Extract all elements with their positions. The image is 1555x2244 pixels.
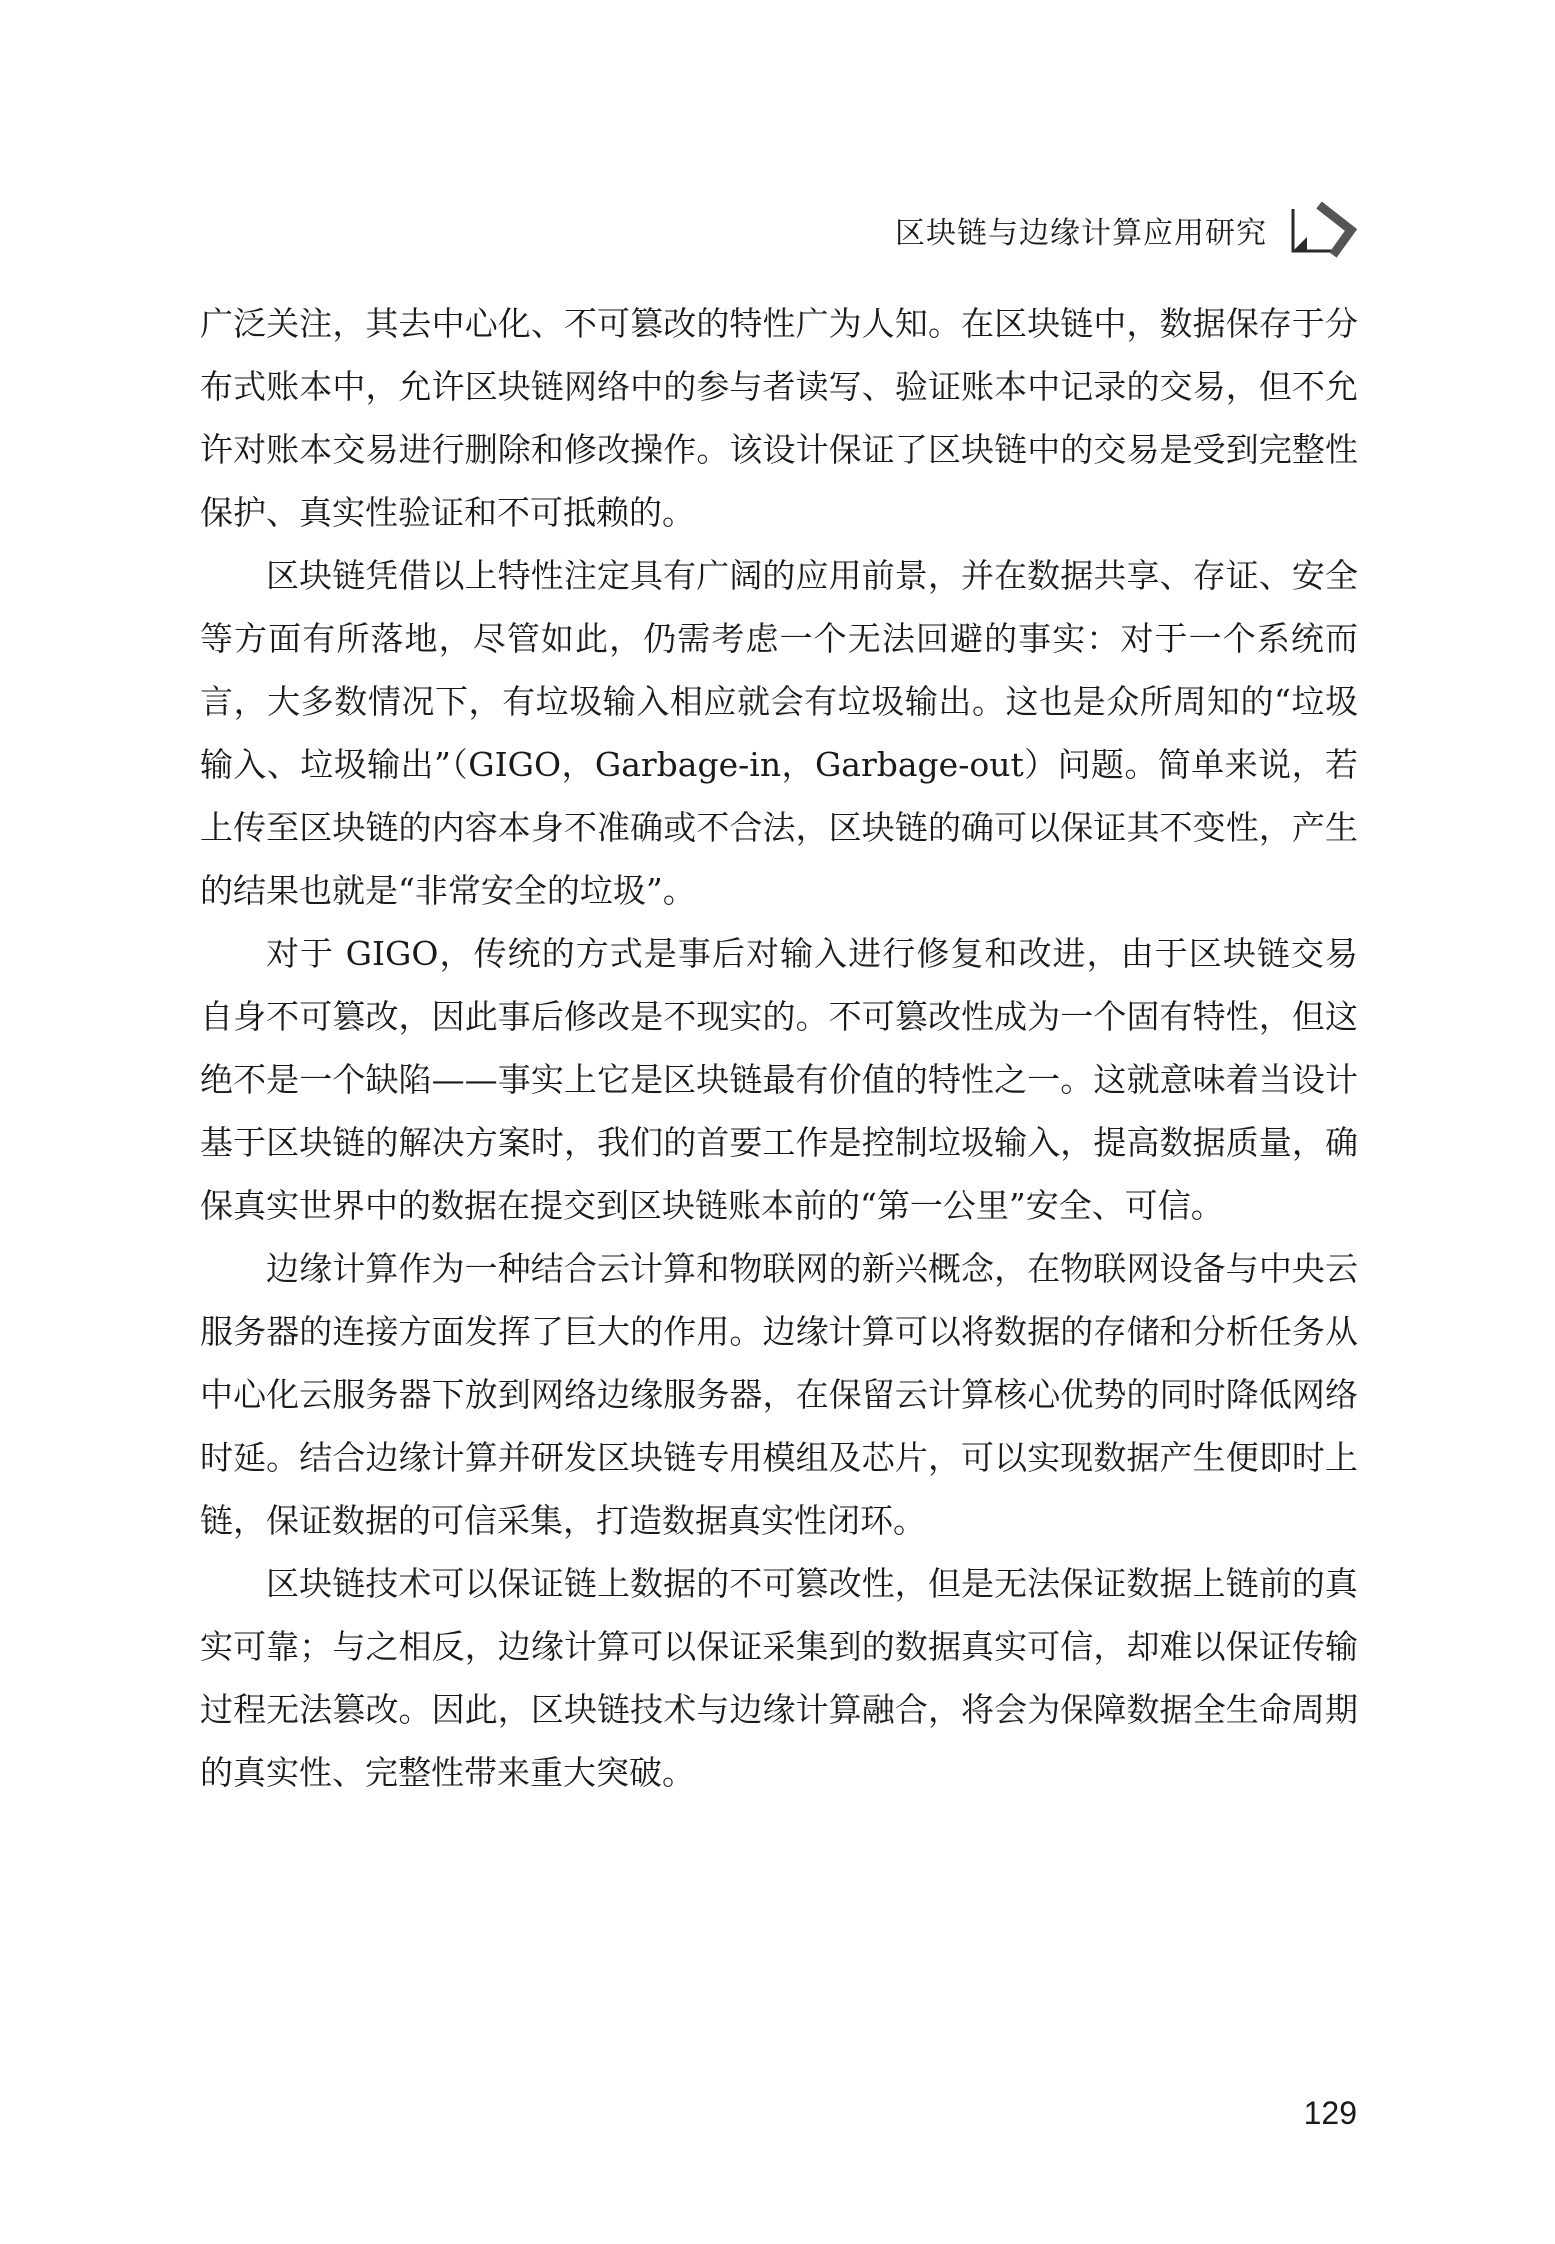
page-number: 129 (1303, 2095, 1357, 2131)
paragraph: 区块链凭借以上特性注定具有广阔的应用前景，并在数据共享、存证、安全等方面有所落地，尽管如此，仍需考虑一个无法回避的事实：对于一个系统而言，大多数情况下，有垃圾输入相应就会有垃圾输出。这也是众所周知的“垃圾输入、垃圾输出”（GIGO，Garbage-in，Garbage-out）问题。简单来说，若上传至区块链的内容本身不准确或不合法，区块链的确可以保证其不变性，产生的结果也就是“非常安全的垃圾”。 (200, 556, 1358, 910)
chapter-arrow-icon (1289, 201, 1357, 259)
paragraph: 广泛关注，其去中心化、不可篡改的特性广为人知。在区块链中，数据保存于分布式账本中，允许区块链网络中的参与者读写、验证账本中记录的交易，但不允许对账本交易进行删除和修改操作。该设计保证了区块链中的交易是受到完整性保护、真实性验证和不可抵赖的。 (200, 304, 1358, 532)
running-header (895, 200, 1357, 260)
running-title: 区块链与边缘计算应用研究 (895, 216, 1267, 251)
paragraph: 区块链技术可以保证链上数据的不可篡改性，但是无法保证数据上链前的真实可靠；与之相反，边缘计算可以保证采集到的数据真实可信，却难以保证传输过程无法篡改。因此，区块链技术与边缘计算融合，将会为保障数据全生命周期的真实性、完整性带来重大突破。 (200, 1564, 1358, 1792)
paragraph: 边缘计算作为一种结合云计算和物联网的新兴概念，在物联网设备与中央云服务器的连接方面发挥了巨大的作用。边缘计算可以将数据的存储和分析任务从中心化云服务器下放到网络边缘服务器，在保留云计算核心优势的同时降低网络时延。结合边缘计算并研发区块链专用模组及芯片，可以实现数据产生便即时上链，保证数据的可信采集，打造数据真实性闭环。 (200, 1249, 1358, 1540)
body-text (200, 292, 1358, 1804)
paragraph: 对于 GIGO，传统的方式是事后对输入进行修复和改进，由于区块链交易自身不可篡改，因此事后修改是不现实的。不可篡改性成为一个固有特性，但这绝不是一个缺陷——事实上它是区块链最有价值的特性之一。这就意味着当设计基于区块链的解决方案时，我们的首要工作是控制垃圾输入，提高数据质量，确保真实世界中的数据在提交到区块链账本前的“第一公里”安全、可信。 (200, 934, 1358, 1225)
